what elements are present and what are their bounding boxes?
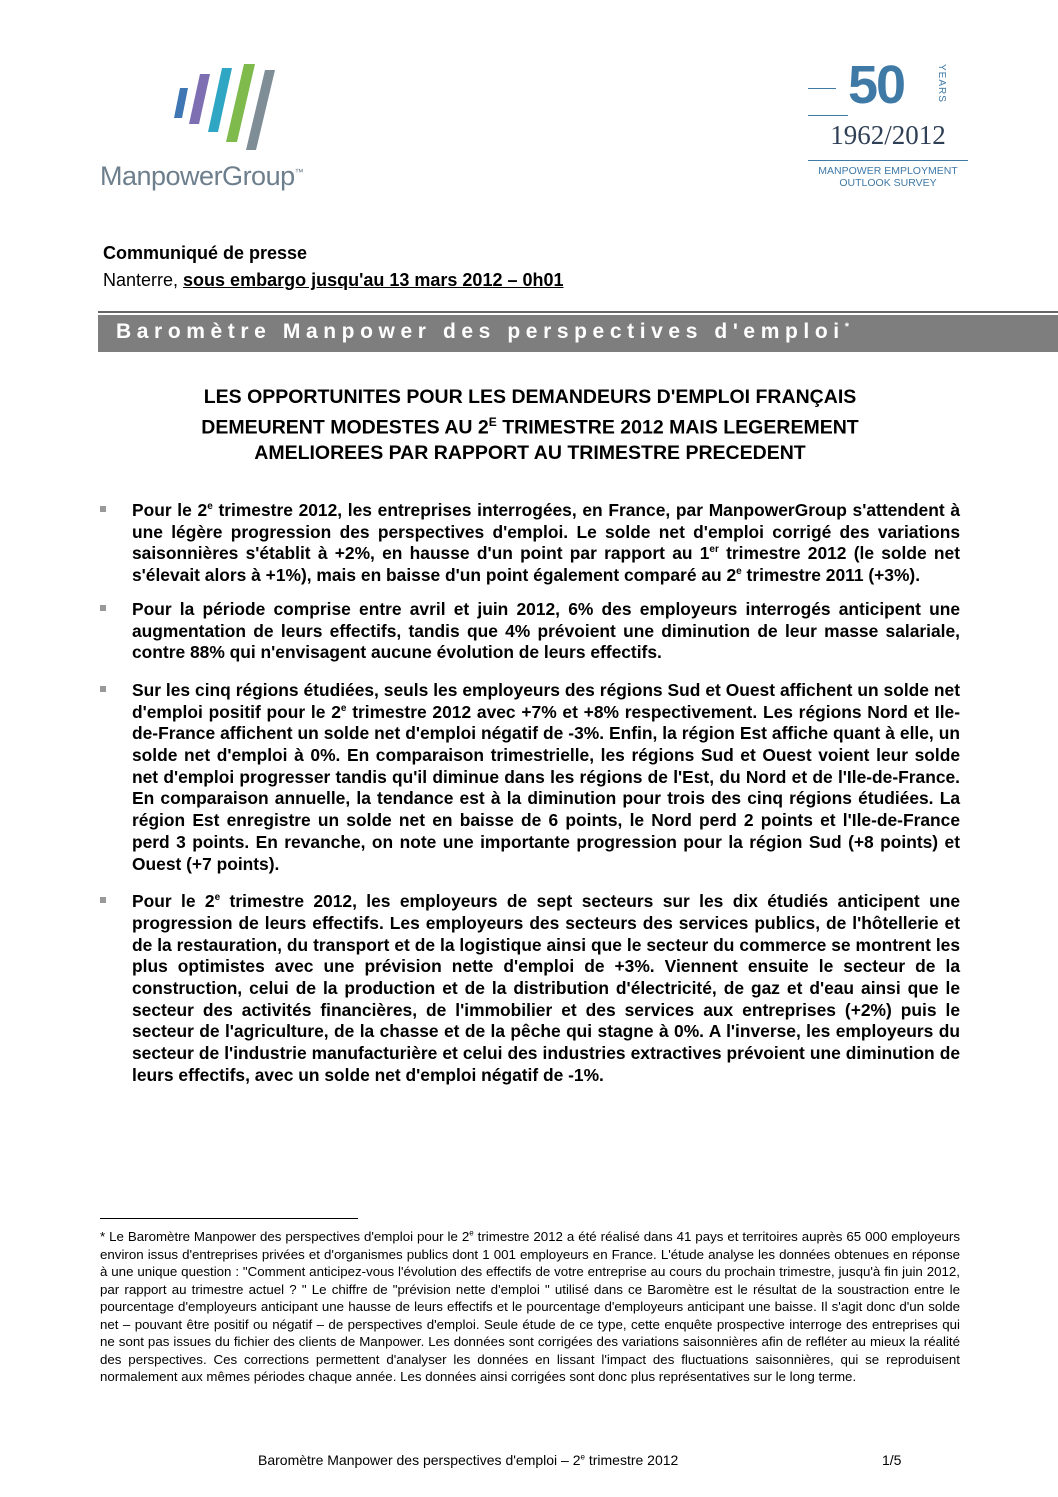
bullet-square-icon <box>100 506 106 512</box>
footnote-rule <box>100 1218 358 1219</box>
anniversary-logo <box>808 55 968 198</box>
dateline-place: Nanterre, <box>103 270 184 290</box>
footnote: * Le Baromètre Manpower des perspectives d'emploi pour le 2e trimestre 2012 a été réalisé dans 41 pays et territoires auprès 65 000 employeurs environ issus d'entreprises privées et d'organismes publics dont 1 001 employeurs en France. L'étude analyse les données obtenues en réponse à une unique question : "Comment anticipez-vous l'évolution des effectifs de votre entreprise au cours du prochain trimestre, jusqu'à fin juin 2012, par rapport au trimestre actuel ? " Le chiffre de "prévision nette d'emploi " utilisé dans ce Baromètre est le résultat de la soustraction entre le pourcentage d'employeurs anticipant une hausse de leurs effectifs et le pourcentage d'employeurs anticipant une baisse. Il s'agit donc d'un solde net – pouvant être positif ou négatif – de perspectives d'emploi. Seule étude de ce type, cette enquête prospective interroge des entreprises qui ne sont pas issues du fichier des clients de Manpower. Les données sont corrigées des variations saisonnières afin de refléter au mieux la réalité des perspectives. Ces corrections permettent d'analyser les données en lissant l'impact des fluctuations saisonnières, qui se reproduisent normalement aux mêmes périodes chaque année. Les données ainsi corrigées sont donc plus représentatives sur le long terme. <box>100 1228 960 1384</box>
anniversary-number: 50 <box>848 55 905 115</box>
dateline <box>103 270 564 291</box>
anniversary-survey: MANPOWER EMPLOYMENT OUTLOOK SURVEY <box>818 165 958 189</box>
press-release-title: Communiqué de presse <box>103 243 308 263</box>
list-item: Pour le 2e trimestre 2012, les entreprises interrogées, en France, par ManpowerGroup s'attendent à une légère progression des perspectives d'emploi. Le solde net d'emploi corrigé des variations saisonnières s'établit à +2%, en hausse d'un point par rapport au 1er trimestre 2012 (le solde net s'élevait alors à +1%), mais en baisse d'un point également comparé au 2e trimestre 2011 (+3%). <box>100 500 960 587</box>
list-item: Pour la période comprise entre avril et juin 2012, 6% des employeurs interrogés anticipent une augmentation de leurs effectifs, tandis que 4% prévoient une diminution de leur masse salariale, contre 88% qui n'envisagent aucune évolution de leurs effectifs. <box>100 599 960 664</box>
list-item: Sur les cinq régions étudiées, seuls les employeurs des régions Sud et Ouest affichent un solde net d'emploi positif pour le 2e trimestre 2012 avec +7% et +8% respectivement. Les régions Nord et Ile-de-France affichent un solde net d'emploi négatif de -3%. Enfin, la région Est affiche quant à elle, un solde net d'emploi à 0%. En comparaison trimestrielle, les régions Sud et Ouest voient leur solde net d'emploi progresser tandis qu'il diminue dans les régions de l'Est, du Nord et de l'Ile-de-France. En comparaison annuelle, la tendance est à la diminution pour trois des cinq régions étudiées. La région Est enregistre un solde net en baisse de 6 points, le Nord perd 2 points et l'Ile-de-France perd 3 points. En revanche, on note une importante progression pour la région Sud (+8 points) et Ouest (+7 points). <box>100 680 960 875</box>
anniversary-range: 1962/2012 <box>830 120 946 150</box>
headline-line-1: LES OPPORTUNITES POUR LES DEMANDEURS D'EMPLOI FRANÇAIS <box>203 386 857 408</box>
manpower-stripes-icon <box>170 60 280 160</box>
headline <box>100 385 960 466</box>
bullet-square-icon <box>100 605 106 611</box>
page-number: 1/5 <box>882 1452 902 1468</box>
band-title: Baromètre Manpower des perspectives d'emploi* <box>116 320 849 343</box>
band-rule <box>98 311 1058 313</box>
headline-line-2: DEMEURENT MODESTES AU $2^E$ TRIMESTRE 2012 MAIS LEGEREMENT <box>201 415 859 439</box>
manpowergroup-logo <box>100 60 350 200</box>
headline-line-3: AMELIOREES PAR RAPPORT AU TRIMESTRE PRECEDENT <box>254 441 806 464</box>
anniversary-years: YEARS <box>936 64 947 103</box>
list-item: Pour le 2e trimestre 2012, les employeurs de sept secteurs sur les dix étudiés anticipent une progression de leurs effectifs. Les employeurs des secteurs des services publics, de l'hôtellerie et de la restauration, du transport et de la logistique ainsi que le secteur du commerce se montrent les plus optimistes avec une prévision nette d'emploi de +3%. Viennent ensuite le secteur de la construction, celui de la production et de la distribution d'électricité, de gaz et d'eau ainsi que le secteur des activités financières, de l'immobilier et des services aux entreprises (+2%) puis le secteur de l'agriculture, de la chasse et de la pêche qui stagne à 0%. A l'inverse, les employeurs du secteur de l'industrie manufacturière et celui des industries extractives prévoient une diminution de leurs effectifs, avec un solde net d'emploi négatif de -1%. <box>100 891 960 1086</box>
key-points-list <box>100 500 960 1099</box>
manpowergroup-wordmark: ManpowerGroup™ <box>100 161 304 191</box>
page-footer: Baromètre Manpower des perspectives d'emploi – 2e trimestre 2012 <box>258 1452 679 1468</box>
bullet-square-icon <box>100 897 106 903</box>
embargo-notice: sous embargo jusqu'au 13 mars 2012 – 0h01 <box>183 270 564 290</box>
bullet-square-icon <box>100 686 106 692</box>
